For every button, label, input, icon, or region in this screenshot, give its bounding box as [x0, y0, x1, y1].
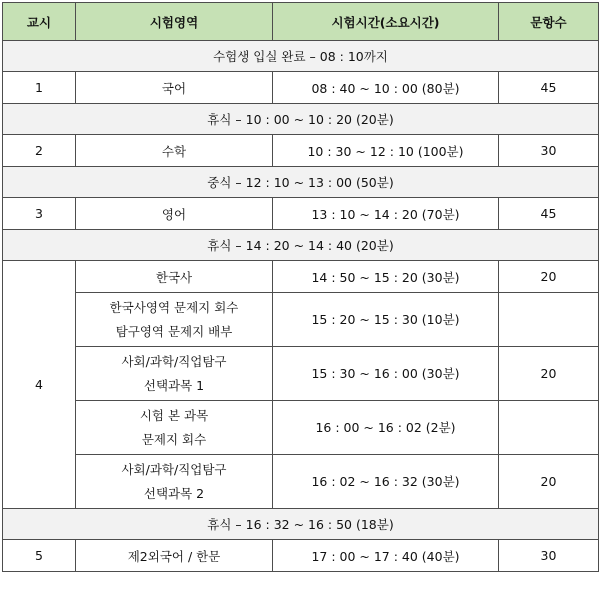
subject-cell: 영어 [76, 198, 273, 230]
break-notice: 휴식 – 14 : 20 ~ 14 : 40 (20분) [3, 230, 599, 261]
period-3-row [3, 198, 599, 230]
count-cell: 45 [499, 72, 599, 104]
period-number: 3 [3, 198, 76, 230]
subject-cell [76, 293, 273, 347]
period-4-row-3 [3, 347, 599, 401]
lunch-row [3, 167, 599, 198]
time-cell: 15 : 20 ~ 15 : 30 (10분) [273, 293, 499, 347]
header-time: 시험시간(소요시간) [273, 3, 499, 41]
subject-line: 한국사영역 문제지 회수 [109, 299, 239, 315]
break-3-row [3, 509, 599, 540]
period-number: 4 [3, 261, 76, 509]
subject-line: 시험 본 과목 [139, 407, 209, 423]
time-cell: 16 : 02 ~ 16 : 32 (30분) [273, 455, 499, 509]
subject-line: 선택과목 1 [143, 377, 205, 393]
time-cell: 13 : 10 ~ 14 : 20 (70분) [273, 198, 499, 230]
subject-line: 사회/과학/직업탐구 [121, 461, 227, 477]
count-cell: 30 [499, 540, 599, 572]
time-cell: 17 : 00 ~ 17 : 40 (40분) [273, 540, 499, 572]
subject-line: 탐구영역 문제지 배부 [115, 323, 233, 339]
count-cell [499, 293, 599, 347]
period-4-row-1 [3, 261, 599, 293]
break-notice: 휴식 – 10 : 00 ~ 10 : 20 (20분) [3, 104, 599, 135]
period-number: 5 [3, 540, 76, 572]
header-period: 교시 [3, 3, 76, 41]
period-1-row [3, 72, 599, 104]
subject-cell: 한국사 [76, 261, 273, 293]
lunch-notice: 중식 – 12 : 10 ~ 13 : 00 (50분) [3, 167, 599, 198]
header-count: 문항수 [499, 3, 599, 41]
count-cell [499, 401, 599, 455]
subject-cell [76, 347, 273, 401]
period-5-row [3, 540, 599, 572]
count-cell: 20 [499, 347, 599, 401]
time-cell: 15 : 30 ~ 16 : 00 (30분) [273, 347, 499, 401]
entry-row [3, 41, 599, 72]
time-cell: 14 : 50 ~ 15 : 20 (30분) [273, 261, 499, 293]
period-4-row-4 [3, 401, 599, 455]
break-2-row [3, 230, 599, 261]
exam-schedule-table [2, 2, 599, 572]
subject-cell: 국어 [76, 72, 273, 104]
break-notice: 휴식 – 16 : 32 ~ 16 : 50 (18분) [3, 509, 599, 540]
count-cell: 20 [499, 455, 599, 509]
header-subject: 시험영역 [76, 3, 273, 41]
subject-cell [76, 455, 273, 509]
subject-line: 사회/과학/직업탐구 [121, 353, 227, 369]
time-cell: 16 : 00 ~ 16 : 02 (2분) [273, 401, 499, 455]
entry-notice: 수험생 입실 완료 – 08 : 10까지 [3, 41, 599, 72]
period-number: 2 [3, 135, 76, 167]
subject-cell: 제2외국어 / 한문 [76, 540, 273, 572]
count-cell: 20 [499, 261, 599, 293]
subject-line: 선택과목 2 [143, 485, 205, 501]
header-row [3, 3, 599, 41]
subject-line: 문제지 회수 [141, 431, 207, 447]
subject-cell [76, 401, 273, 455]
count-cell: 45 [499, 198, 599, 230]
subject-cell: 수학 [76, 135, 273, 167]
time-cell: 10 : 30 ~ 12 : 10 (100분) [273, 135, 499, 167]
period-number: 1 [3, 72, 76, 104]
period-2-row [3, 135, 599, 167]
count-cell: 30 [499, 135, 599, 167]
period-4-row-2 [3, 293, 599, 347]
time-cell: 08 : 40 ~ 10 : 00 (80분) [273, 72, 499, 104]
break-1-row [3, 104, 599, 135]
period-4-row-5 [3, 455, 599, 509]
